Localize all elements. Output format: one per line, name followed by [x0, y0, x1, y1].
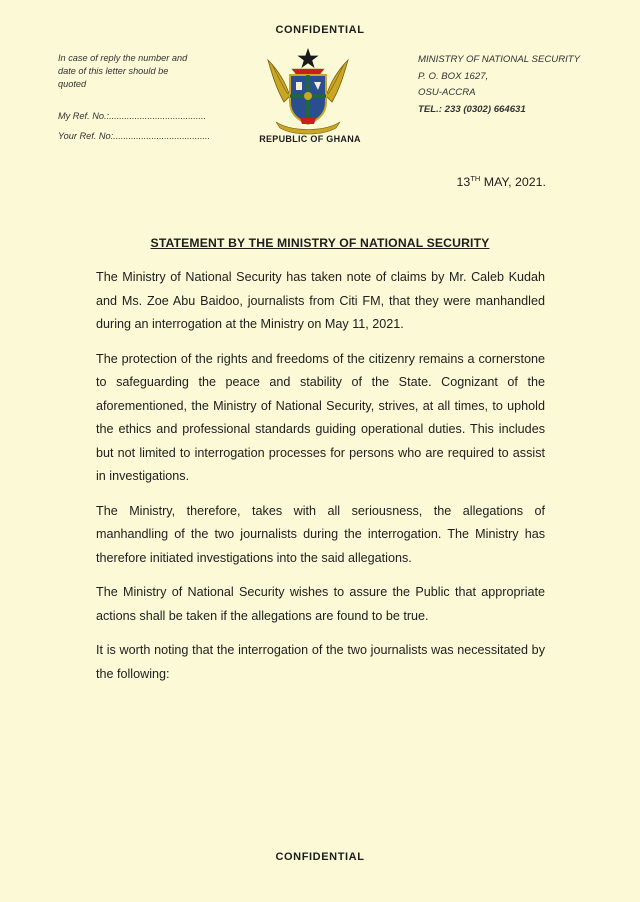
my-ref-dots: ...................................... [109, 111, 207, 121]
your-ref-line [58, 131, 210, 141]
my-ref-label: My Ref. No.: [58, 111, 110, 121]
date-suffix: TH [470, 173, 481, 183]
classification-bottom: CONFIDENTIAL [275, 851, 365, 863]
date-day: 13 [456, 175, 471, 189]
address-ministry: MINISTRY OF NATIONAL SECURITY [418, 54, 581, 65]
address-city: OSU-ACCRA [418, 87, 476, 98]
paragraph: The Ministry, therefore, takes with all seriousness, the allegations of manhandling of the two journalists during the interrogation. The Ministry has therefore initiated investigations into the said allegations. [96, 503, 545, 565]
my-ref-line [58, 111, 206, 121]
paragraph: The protection of the rights and freedoms of the citizenry remains a cornerstone to safeguarding the peace and stability of the State. Cognizant of the aforementioned, the Ministry of National Security, strives, at all times, to uphold the ethics and professional standards guiding operational duties. This includes but not limited to interrogation processes for persons who are required to assist in investigations. [96, 351, 545, 483]
classification-top: CONFIDENTIAL [275, 24, 365, 36]
coat-of-arms-icon [262, 44, 354, 136]
reply-note: In case of reply the number and date of this letter should be quoted [58, 53, 188, 89]
letter-date [436, 175, 546, 189]
paragraph: The Ministry of National Security wishes to assure the Public that appropriate actions shall be taken if the allegations are found to be true. [96, 585, 545, 623]
your-ref-label: Your Ref. No: [58, 131, 114, 141]
address-tel: TEL.: 233 (0302) 664631 [418, 103, 526, 115]
paragraph: The Ministry of National Security has taken note of claims by Mr. Caleb Kudah and Ms. Zoe Abu Baidoo, journalists from Citi FM, that they were manhandled during an interrogation at the Ministry on May 11, 2021. [96, 270, 545, 331]
statement-title: STATEMENT BY THE MINISTRY OF NATIONAL SECURITY [150, 236, 490, 250]
republic-label: REPUBLIC OF GHANA [259, 134, 361, 144]
your-ref-dots: ...................................... [113, 131, 211, 141]
address-po-box: P. O. BOX 1627, [418, 70, 489, 82]
date-rest: MAY, 2021. [483, 175, 546, 189]
statement-body [96, 266, 545, 697]
paragraph: It is worth noting that the interrogation of the two journalists was necessitated by the following: [96, 643, 545, 681]
sender-address [418, 52, 618, 118]
